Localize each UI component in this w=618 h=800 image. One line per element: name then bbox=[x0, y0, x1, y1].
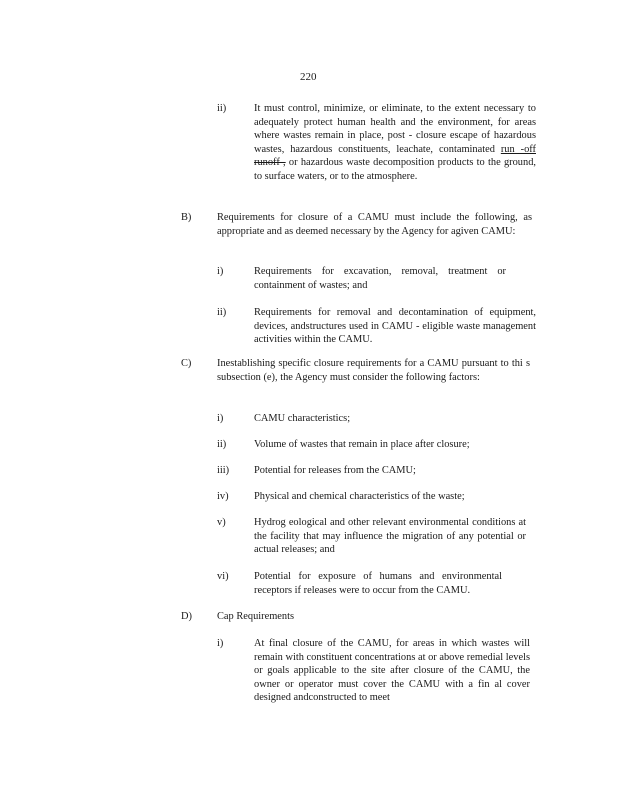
factor-text: Potential for releases from the CAMU; bbox=[254, 465, 416, 476]
factor-text: Hydrog eological and other relevant environmental conditions at the facility that may influence the migration of any potential or actual releases; and bbox=[254, 517, 526, 556]
item-text-a-ii bbox=[254, 102, 536, 184]
page-number: 220 bbox=[300, 71, 317, 83]
item-label-b-i: i) bbox=[217, 266, 224, 277]
item-label-d-i: i) bbox=[217, 638, 224, 649]
factor-label: v) bbox=[217, 517, 226, 528]
factor-text: CAMU characteristics; bbox=[254, 413, 351, 424]
item-text-b-i: Requirements for excavation, removal, treatment or containment of wastes; and bbox=[254, 266, 506, 291]
text-after: or hazardous waste decomposition products to the ground, to surface waters, or to the atmosphere. bbox=[254, 157, 536, 182]
section-label-b: B) bbox=[181, 212, 192, 223]
item-label-a-ii: ii) bbox=[217, 103, 227, 114]
section-heading-d: Cap Requirements bbox=[217, 611, 295, 622]
deleted-text: runoff , bbox=[254, 157, 286, 169]
factor-label: vi) bbox=[217, 571, 229, 582]
factor-text: Potential for exposure of humans and environmental receptors if releases were to occur from the CAMU. bbox=[254, 571, 502, 596]
section-text-b: Requirements for closure of a CAMU must include the following, as appropriate and as deemed necessary by the Agency for agiven CAMU: bbox=[217, 212, 532, 237]
item-label-b-ii: ii) bbox=[217, 307, 227, 318]
section-text-c: Inestablishing specific closure requirements for a CAMU pursuant to thi s subsection (e), the Agency must consider the following factors: bbox=[217, 358, 530, 383]
factor-label: i) bbox=[217, 413, 224, 424]
factor-label: iv) bbox=[217, 491, 229, 502]
factor-label: iii) bbox=[217, 465, 230, 476]
item-text-b-ii: Requirements for removal and decontamination of equipment, devices, andstructures used in CAMU - eligible waste management activities within the CAMU. bbox=[254, 307, 536, 346]
section-label-c: C) bbox=[181, 358, 192, 369]
factor-text: Physical and chemical characteristics of the waste; bbox=[254, 491, 465, 502]
item-text-d-i: At final closure of the CAMU, for areas in which wastes will remain with constituent concentrations at or above remedial levels or goals applicable to the site after closure of the CAMU, the owner or operator must cover the CAMU with a fin al cover designed andconstructed to meet bbox=[254, 638, 530, 704]
text-before: It must control, minimize, or eliminate, to the extent necessary to adequately protect human health and the environment, for areas where wastes remain in place, post - closure escape of hazardous wastes, hazardous constituents, leachate, contaminated bbox=[254, 103, 536, 155]
section-label-d: D) bbox=[181, 611, 192, 622]
factor-text: Volume of wastes that remain in place after closure; bbox=[254, 439, 470, 450]
factor-label: ii) bbox=[217, 439, 227, 450]
inserted-text: run -off bbox=[500, 143, 536, 155]
